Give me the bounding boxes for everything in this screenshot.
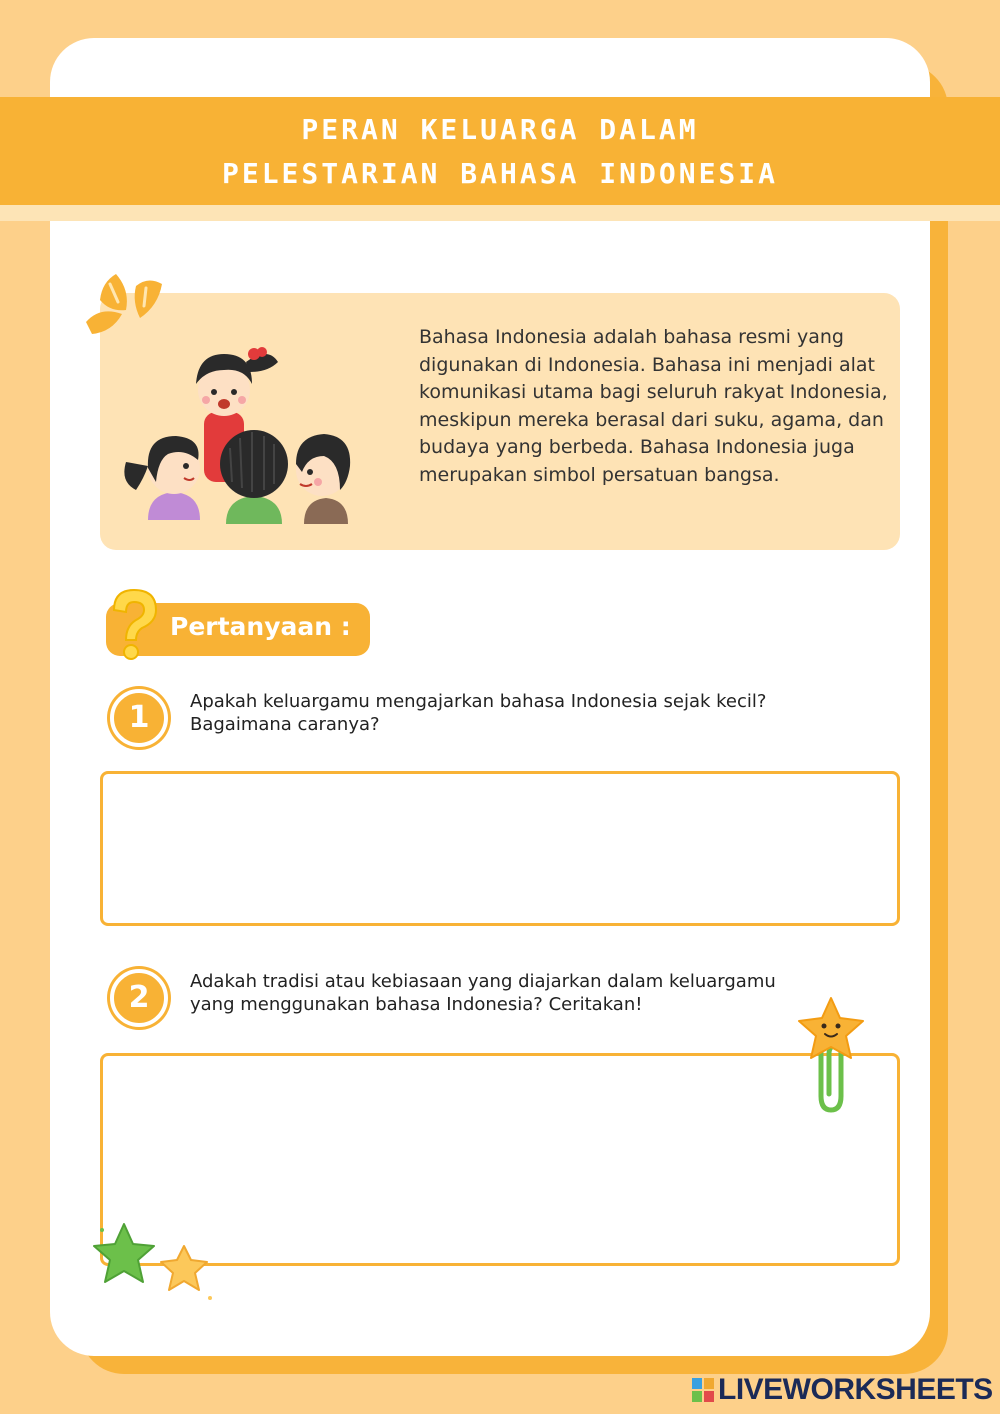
children-talking-illustration xyxy=(118,332,358,524)
logo-blocks-icon xyxy=(692,1378,714,1402)
liveworksheets-logo xyxy=(692,1373,993,1407)
decorative-stars-icon xyxy=(92,1222,216,1304)
question-2-line-1: Adakah tradisi atau kebiasaan yang diajarkan dalam keluargamu xyxy=(190,971,776,992)
star-paperclip-icon xyxy=(795,996,867,1114)
answer-2-input[interactable] xyxy=(100,1053,900,1266)
questions-header-label: Pertanyaan : xyxy=(170,612,351,641)
question-1-line-1: Apakah keluargamu mengajarkan bahasa Indonesia sejak kecil? xyxy=(190,691,767,712)
logo-text: LIVEWORKSHEETS xyxy=(718,1373,993,1406)
question-mark-icon xyxy=(108,588,160,662)
page-title xyxy=(0,108,1000,196)
question-2-line-2: yang menggunakan bahasa Indonesia? Ceritakan! xyxy=(190,994,643,1015)
question-number-2: 2 xyxy=(110,969,168,1027)
title-band-underline xyxy=(0,205,1000,221)
title-line-2: PELESTARIAN BAHASA INDONESIA xyxy=(221,157,778,190)
question-1-text xyxy=(190,690,890,736)
question-2-text xyxy=(190,970,890,1016)
answer-1-input[interactable] xyxy=(100,771,900,926)
question-number-1: 1 xyxy=(110,689,168,747)
intro-paragraph: Bahasa Indonesia adalah bahasa resmi yang digunakan di Indonesia. Bahasa ini menjadi alat komunikasi utama bagi seluruh rakyat Indonesia, meskipun mereka berasal dari suku, agama, dan budaya yang berbeda. Bahasa Indonesia juga merupakan simbol persatuan bangsa. xyxy=(419,326,888,486)
question-1-line-2: Bagaimana caranya? xyxy=(190,714,380,735)
title-line-1: PERAN KELUARGA DALAM xyxy=(301,113,699,146)
